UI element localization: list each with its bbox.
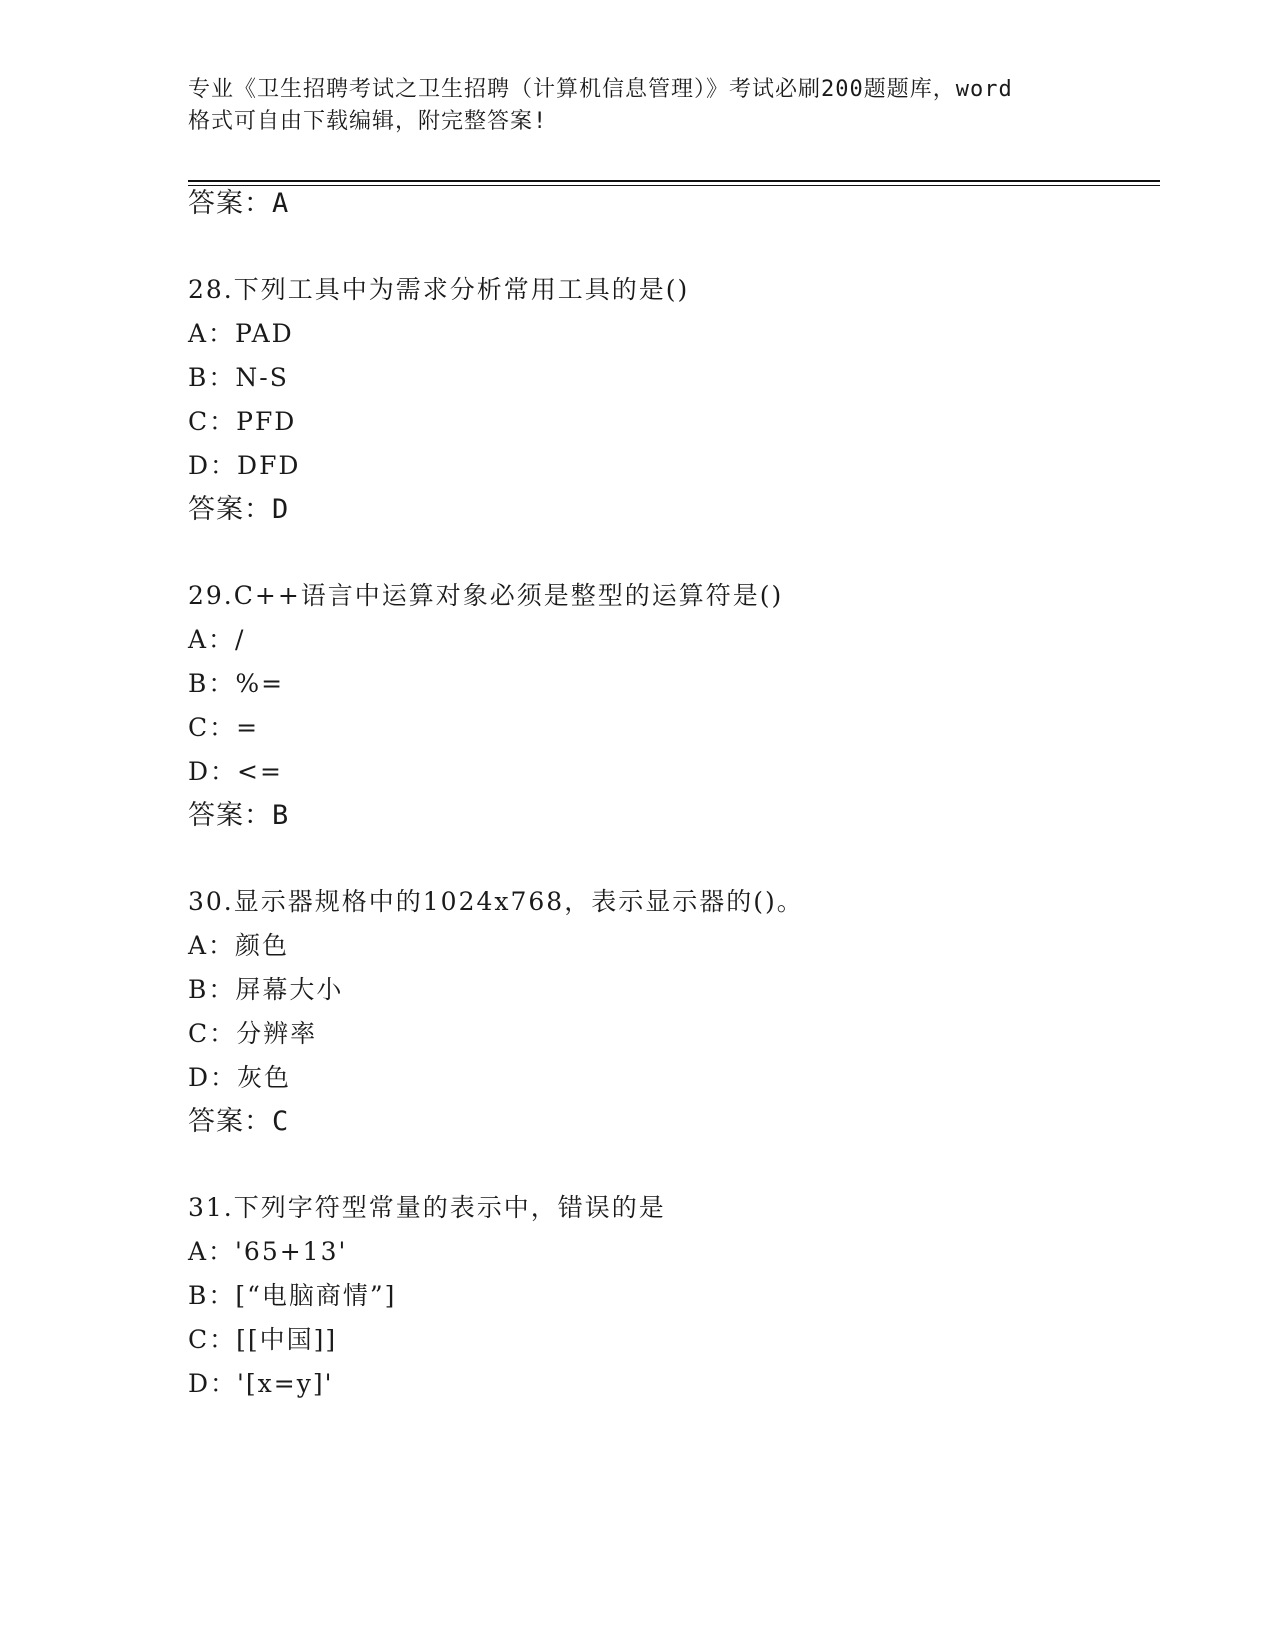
header-divider-thick [188, 180, 1160, 182]
option-b: B：[“电脑商情”] [188, 1281, 397, 1310]
option-b: B：屏幕大小 [188, 975, 344, 1004]
option-c: C：= [188, 713, 260, 742]
option-d: D：灰色 [188, 1063, 292, 1092]
document-header [188, 74, 1088, 138]
header-line-2: 格式可自由下载编辑，附完整答案! [188, 109, 548, 134]
option-a: A：/ [188, 625, 246, 654]
answer: 答案：C [188, 1106, 290, 1137]
answer: 答案：B [188, 800, 290, 831]
question-stem: 28.下列工具中为需求分析常用工具的是() [188, 275, 690, 304]
option-a: A：颜色 [188, 931, 290, 960]
option-b: B：%= [188, 669, 285, 698]
header-line-1: 专业《卫生招聘考试之卫生招聘（计算机信息管理）》考试必刷200题题库，word [188, 77, 1013, 102]
option-b: B：N-S [188, 363, 289, 392]
option-c: C：分辨率 [188, 1019, 318, 1048]
option-d: D：<= [188, 757, 283, 786]
option-a: A：PAD [188, 319, 294, 348]
option-d: D：'[x=y]' [188, 1369, 334, 1398]
option-c: C：PFD [188, 407, 297, 436]
option-a: A：'65+13' [188, 1237, 348, 1266]
header-divider-thin [188, 185, 1160, 186]
question-stem: 31.下列字符型常量的表示中，错误的是 [188, 1193, 666, 1222]
option-c: C：[[中国]] [188, 1325, 338, 1354]
previous-answer: 答案：A [188, 188, 290, 219]
question-stem: 29.C++语言中运算对象必须是整型的运算符是() [188, 581, 784, 610]
option-d: D：DFD [188, 451, 301, 480]
answer: 答案：D [188, 494, 290, 525]
question-stem: 30.显示器规格中的1024x768，表示显示器的()。 [188, 887, 804, 916]
